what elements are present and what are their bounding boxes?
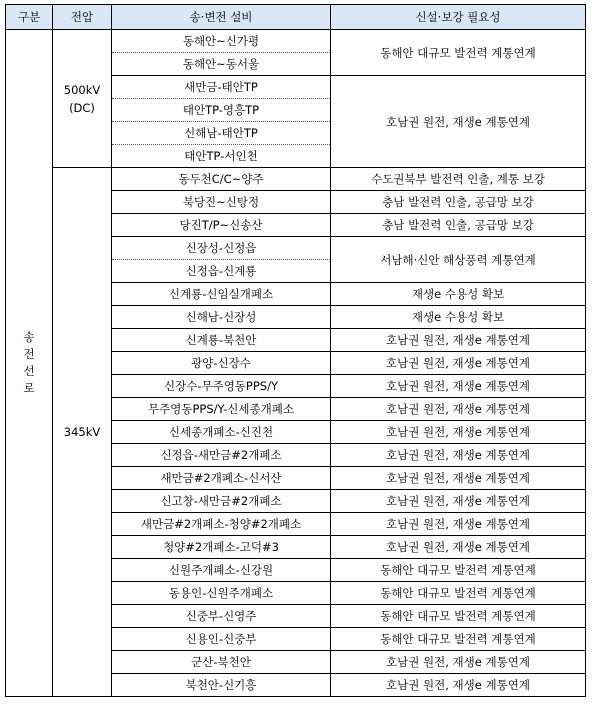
facility-cell: 새만금#2개폐소-청양#2개폐소 bbox=[112, 513, 331, 536]
facility-cell: 동해안~동서울 bbox=[112, 53, 331, 76]
need-cell: 호남권 원전, 재생e 계통연계 bbox=[331, 536, 586, 559]
header-need: 신설·보강 필요성 bbox=[331, 5, 586, 30]
need-cell: 호남권 원전, 재생e 계통연계 bbox=[331, 467, 586, 490]
need-cell: 호남권 원전, 재생e 계통연계 bbox=[331, 329, 586, 352]
table-container bbox=[5, 4, 586, 697]
need-cell: 호남권 원전, 재생e 계통연계 bbox=[331, 651, 586, 674]
facility-cell: 신고창-새만금#2개폐소 bbox=[112, 490, 331, 513]
need-cell: 호남권 원전, 재생e 계통연계 bbox=[331, 674, 586, 697]
need-cell: 호남권 원전, 재생e 계통연계 bbox=[331, 76, 586, 168]
voltage-500-label: 500kV (DC) bbox=[63, 82, 101, 115]
facility-cell: 태안TP-영흥TP bbox=[112, 99, 331, 122]
need-cell: 재생e 수용성 확보 bbox=[331, 283, 586, 306]
need-cell: 충남 발전력 인출, 공급망 보강 bbox=[331, 214, 586, 237]
header-voltage: 전압 bbox=[53, 5, 112, 30]
facility-cell: 북당진~신탕정 bbox=[112, 191, 331, 214]
voltage-500-cell bbox=[53, 30, 112, 168]
need-cell: 호남권 원전, 재생e 계통연계 bbox=[331, 513, 586, 536]
category-cell bbox=[6, 30, 53, 697]
voltage-345-label: 345kV bbox=[63, 425, 101, 439]
need-cell: 동해안 대규모 발전력 계통연계 bbox=[331, 628, 586, 651]
facility-cell: 신계룡-북천안 bbox=[112, 329, 331, 352]
need-cell: 호남권 원전, 재생e 계통연계 bbox=[331, 444, 586, 467]
category-label: 송전선로 bbox=[23, 330, 35, 395]
voltage-345-cell bbox=[53, 168, 112, 697]
need-cell: 동해안 대규모 발전력 계통연계 bbox=[331, 559, 586, 582]
facility-cell: 신장성-신정읍 bbox=[112, 237, 331, 260]
facility-table bbox=[5, 4, 586, 697]
facility-cell: 동용인-신원주개폐소 bbox=[112, 582, 331, 605]
need-cell: 호남권 원전, 재생e 계통연계 bbox=[331, 375, 586, 398]
facility-cell: 새만금-태안TP bbox=[112, 76, 331, 99]
facility-cell: 신용인-신중부 bbox=[112, 628, 331, 651]
facility-cell: 신해남-신장성 bbox=[112, 306, 331, 329]
need-cell: 서남해·신안 해상풍력 계통연계 bbox=[331, 237, 586, 283]
facility-cell: 신계룡-신임실개폐소 bbox=[112, 283, 331, 306]
facility-cell: 군산-북천안 bbox=[112, 651, 331, 674]
facility-cell: 신세종개폐소-신진천 bbox=[112, 421, 331, 444]
facility-cell: 태안TP-서인천 bbox=[112, 145, 331, 168]
facility-cell: 신원주개폐소-신강원 bbox=[112, 559, 331, 582]
facility-cell: 광양-신장수 bbox=[112, 352, 331, 375]
need-cell: 재생e 수용성 확보 bbox=[331, 306, 586, 329]
facility-cell: 청양#2개폐소-고덕#3 bbox=[112, 536, 331, 559]
need-cell: 수도권북부 발전력 인출, 계통 보강 bbox=[331, 168, 586, 191]
need-cell: 충남 발전력 인출, 공급망 보강 bbox=[331, 191, 586, 214]
facility-cell: 신정읍-새만금#2개폐소 bbox=[112, 444, 331, 467]
need-cell: 호남권 원전, 재생e 계통연계 bbox=[331, 421, 586, 444]
need-cell: 동해안 대규모 발전력 계통연계 bbox=[331, 30, 586, 76]
facility-cell: 새만금#2개폐소-신서산 bbox=[112, 467, 331, 490]
need-cell: 호남권 원전, 재생e 계통연계 bbox=[331, 352, 586, 375]
need-cell: 동해안 대규모 발전력 계통연계 bbox=[331, 582, 586, 605]
table-header-row bbox=[6, 5, 586, 30]
header-facility: 송·변전 설비 bbox=[112, 5, 331, 30]
need-cell: 호남권 원전, 재생e 계통연계 bbox=[331, 490, 586, 513]
facility-cell: 신장수-무주영동PPS/Y bbox=[112, 375, 331, 398]
facility-cell: 동해안~신가평 bbox=[112, 30, 331, 53]
need-cell: 호남권 원전, 재생e 계통연계 bbox=[331, 398, 586, 421]
need-cell: 동해안 대규모 발전력 계통연계 bbox=[331, 605, 586, 628]
facility-cell: 신해남-태안TP bbox=[112, 122, 331, 145]
table-row bbox=[6, 30, 586, 53]
facility-cell: 무주영동PPS/Y-신세종개폐소 bbox=[112, 398, 331, 421]
facility-cell: 동두천C/C~양주 bbox=[112, 168, 331, 191]
facility-cell: 신정읍-신계룡 bbox=[112, 260, 331, 283]
facility-cell: 북천안-신기흥 bbox=[112, 674, 331, 697]
facility-cell: 당진T/P~신송산 bbox=[112, 214, 331, 237]
table-row bbox=[6, 168, 586, 191]
facility-cell: 신중부-신영주 bbox=[112, 605, 331, 628]
header-category: 구분 bbox=[6, 5, 53, 30]
